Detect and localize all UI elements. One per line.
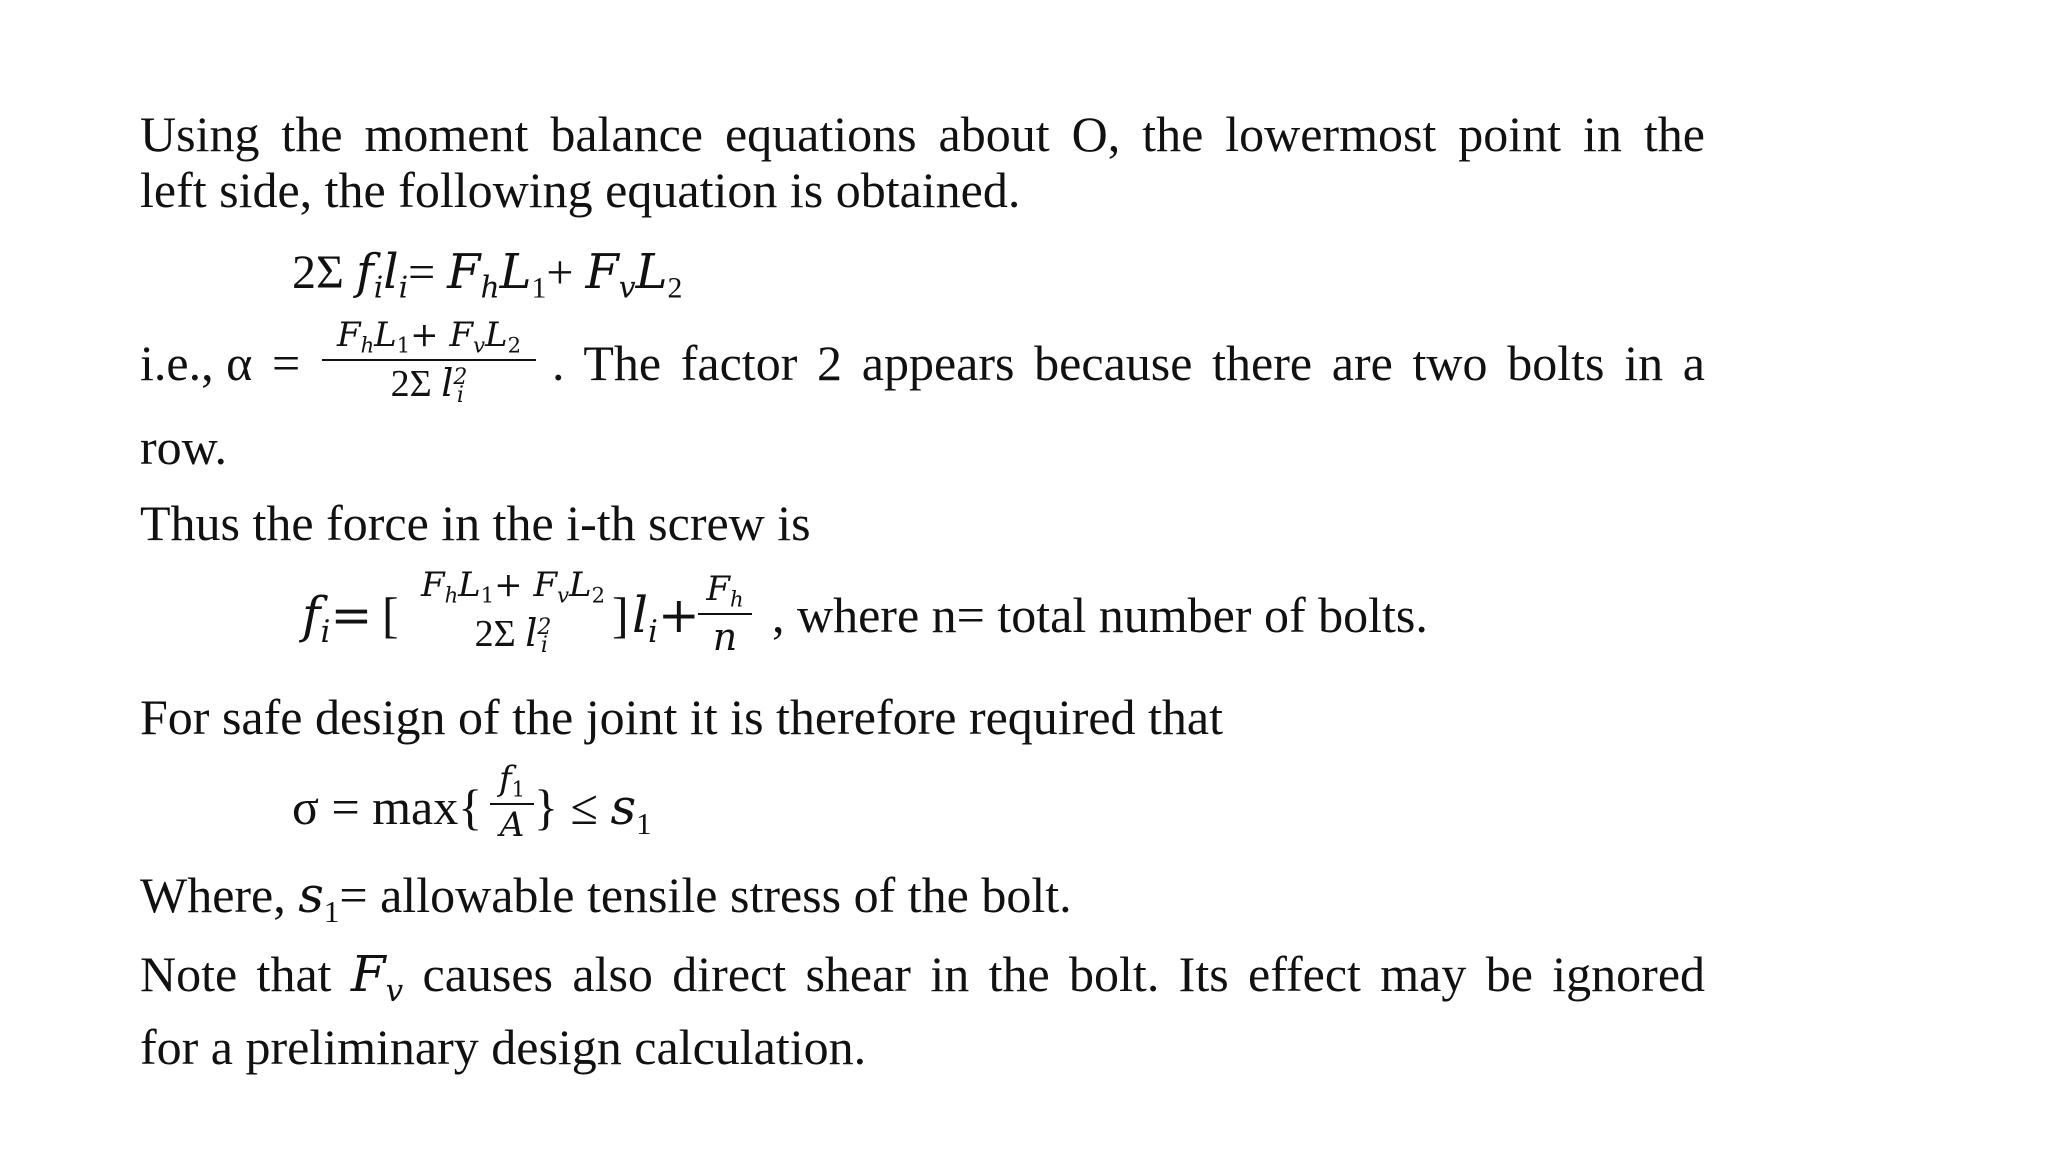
stress-fraction — [490, 759, 534, 845]
note-text-b: causes also direct shear in the bolt. Its effect may be ignored — [422, 946, 1706, 1002]
force-symbol: f — [355, 244, 374, 300]
left-brace: { — [458, 779, 483, 835]
intro-paragraph — [140, 106, 1705, 218]
index-i: i — [398, 270, 409, 306]
alpha-equals: = — [272, 335, 301, 391]
shear-denominator: n — [712, 614, 738, 659]
index-2: 2 — [667, 271, 683, 305]
where-definition: = allowable tensile stress of the bolt. — [339, 867, 1072, 923]
safe-intro: For safe design of the joint it is therefore required that — [140, 689, 1224, 745]
fraction-bar — [322, 359, 536, 361]
force-lhs: $f_i=$ — [302, 586, 373, 650]
index-v: v — [618, 270, 636, 306]
note-line-1 — [140, 946, 1705, 1019]
right-brace: } — [534, 779, 558, 835]
stress-denominator: A — [499, 804, 525, 845]
index-1: 1 — [636, 805, 652, 841]
where-line — [140, 866, 1072, 941]
fraction-bar — [408, 609, 618, 611]
force-fraction — [408, 565, 618, 659]
note-line-2: for a preliminary design calculation. — [140, 1018, 867, 1075]
length-2: L — [635, 244, 668, 300]
force-numerator: $F_hL_1+ F_vL_2$ — [421, 565, 605, 608]
force-suffix: , where n= total number of bolts. — [772, 587, 1428, 643]
sigma-symbol: σ — [292, 779, 319, 835]
allowable-stress-symbol: s — [298, 866, 324, 924]
intro-line-1: Using the moment balance equations about O, the lowermost point in the — [140, 106, 1705, 162]
horizontal-force: F — [447, 244, 481, 300]
shear-numerator: $F_h$ — [706, 569, 744, 612]
max-function: max — [372, 779, 459, 835]
force-intro: Thus the force in the i-th screw is — [140, 495, 811, 551]
note-text-a: Note that — [140, 946, 332, 1002]
vertical-force: F — [350, 945, 386, 1003]
moment-equation — [292, 244, 682, 306]
index-i: i — [373, 270, 384, 306]
length-1: L — [499, 244, 532, 300]
index-v: v — [385, 972, 404, 1009]
stress-numerator: $f_1$ — [498, 759, 525, 802]
index-1: 1 — [323, 893, 340, 929]
distance-symbol: l — [383, 244, 399, 300]
equals-sign: = — [331, 779, 360, 835]
alpha-prefix: i.e., α — [140, 335, 253, 391]
where-prefix: Where, — [140, 867, 286, 923]
right-bracket: ] — [612, 587, 629, 643]
alpha-wrap: row. — [140, 419, 228, 475]
alpha-fraction — [322, 315, 536, 409]
left-bracket: [ — [382, 587, 399, 643]
allowable-stress-symbol: s — [610, 778, 637, 836]
vertical-force: F — [585, 244, 619, 300]
stress-lhs — [292, 778, 482, 836]
index-h: h — [480, 270, 500, 306]
alpha-explanation: . The factor 2 appears because there are two bolts in a — [552, 335, 1705, 391]
equals-sign: = — [408, 246, 436, 299]
intro-line-2: left side, the following equation is obtained. — [140, 162, 1021, 218]
force-denominator: 2Σ l 2 i — [474, 610, 552, 659]
alpha-denominator: 2Σ l 2 i — [390, 360, 468, 409]
sum-coefficient: 2Σ — [292, 246, 344, 299]
note-paragraph — [140, 946, 1705, 1075]
less-equal-sign: ≤ — [570, 779, 598, 835]
plus-sign: + — [546, 246, 574, 299]
stress-rhs — [534, 778, 652, 853]
index-1: 1 — [531, 271, 547, 305]
alpha-numerator: $F_hL_1+ F_vL_2$ — [337, 315, 521, 358]
force-distance: $l_i+$ — [632, 586, 700, 650]
shear-fraction — [698, 569, 752, 659]
